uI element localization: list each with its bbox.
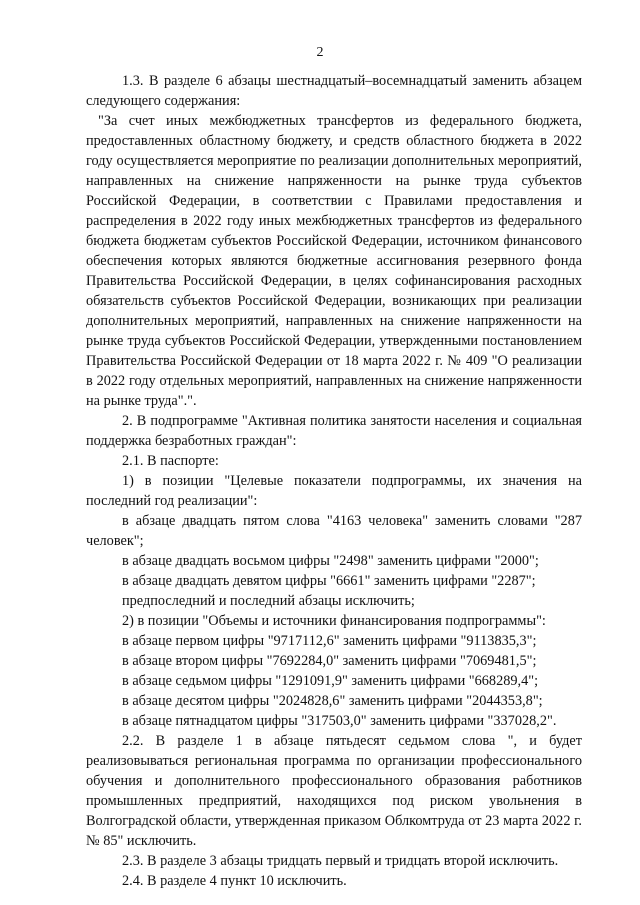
paragraph-quote: "За счет иных межбюджетных трансфертов из федерального бюджета, предоставленных областному бюджету, и средств областного бюджета в 2022 году осуществляется мероприятие по реализации дополнительных мероприятий, направленных на снижение напряженности на рынке труда субъектов Российской Федерации, в соответствии с Правилами предоставления и распределения в 2022 году иных межбюджетных трансфертов из федерального бюджета бюджетам субъектов Российской Федерации, источником финансового обеспечения которых являются бюджетные ассигнования резервного фонда Правительства Российской Федерации, в целях софинансирования расходных обязательств субъектов Российской Федерации, возникающих при реализации дополнительных мероприятий, направленных на снижение напряженности на рынке труда субъектов Российской Федерации, утвержденными постановлением Правительства Российской Федерации от 18 марта 2022 г. № 409 "О реализации в 2022 году отдельных мероприятий, направленных на снижение напряженности на рынке труда".". — [86, 113, 582, 409]
document-body — [86, 71, 582, 891]
paragraph-2-3: 2.3. В разделе 3 абзацы тридцать первый и тридцать второй исключить. — [122, 853, 559, 869]
paragraph-2: 2. В подпрограмме "Активная политика занятости населения и социальная поддержка безработных граждан": — [86, 413, 582, 449]
paragraph-2-1-item-2: 2) в позиции "Объемы и источники финансирования подпрограммы": — [122, 613, 546, 629]
paragraph-2-1-item-1-c: в абзаце двадцать девятом цифры "6661" заменить цифрами "2287"; — [122, 573, 536, 589]
paragraph-2-1-item-1: 1) в позиции "Целевые показатели подпрограммы, их значения на последний год реализации": — [86, 473, 582, 509]
paragraph-2-1-item-1-a: в абзаце двадцать пятом слова "4163 человека" заменить словами "287 человек"; — [86, 513, 582, 549]
paragraph-2-1: 2.1. В паспорте: — [122, 453, 219, 469]
page-number: 2 — [316, 45, 324, 60]
paragraph-2-1-item-1-b: в абзаце двадцать восьмом цифры "2498" заменить цифрами "2000"; — [122, 553, 539, 569]
paragraph-2-1-item-1-d: предпоследний и последний абзацы исключить; — [122, 593, 415, 609]
paragraph-2-1-item-2-c: в абзаце седьмом цифры "1291091,9" заменить цифрами "668289,4"; — [122, 673, 539, 689]
paragraph-2-2: 2.2. В разделе 1 в абзаце пятьдесят седьмом слова ", и будет реализовываться региональная программа по организации профессионального обучения и дополнительного профессионального образования работников промышленных предприятий, находящихся под риском увольнения в Волгоградской области, утвержденная приказом Облкомтруда от 23 марта 2022 г. № 85" исключить. — [86, 733, 582, 849]
paragraph-2-1-item-2-e: в абзаце пятнадцатом цифры "317503,0" заменить цифрами "337028,2". — [122, 713, 557, 729]
paragraph-2-1-item-2-d: в абзаце десятом цифры "2024828,6" заменить цифрами "2044353,8"; — [122, 693, 543, 709]
paragraph-1-3: 1.3. В разделе 6 абзацы шестнадцатый–восемнадцатый заменить абзацем следующего содержания: — [86, 73, 582, 109]
paragraph-2-4: 2.4. В разделе 4 пункт 10 исключить. — [122, 873, 347, 889]
paragraph-2-1-item-2-b: в абзаце втором цифры "7692284,0" заменить цифрами "7069481,5"; — [122, 653, 537, 669]
paragraph-2-1-item-2-a: в абзаце первом цифры "9717112,6" заменить цифрами "9113835,3"; — [122, 633, 537, 649]
